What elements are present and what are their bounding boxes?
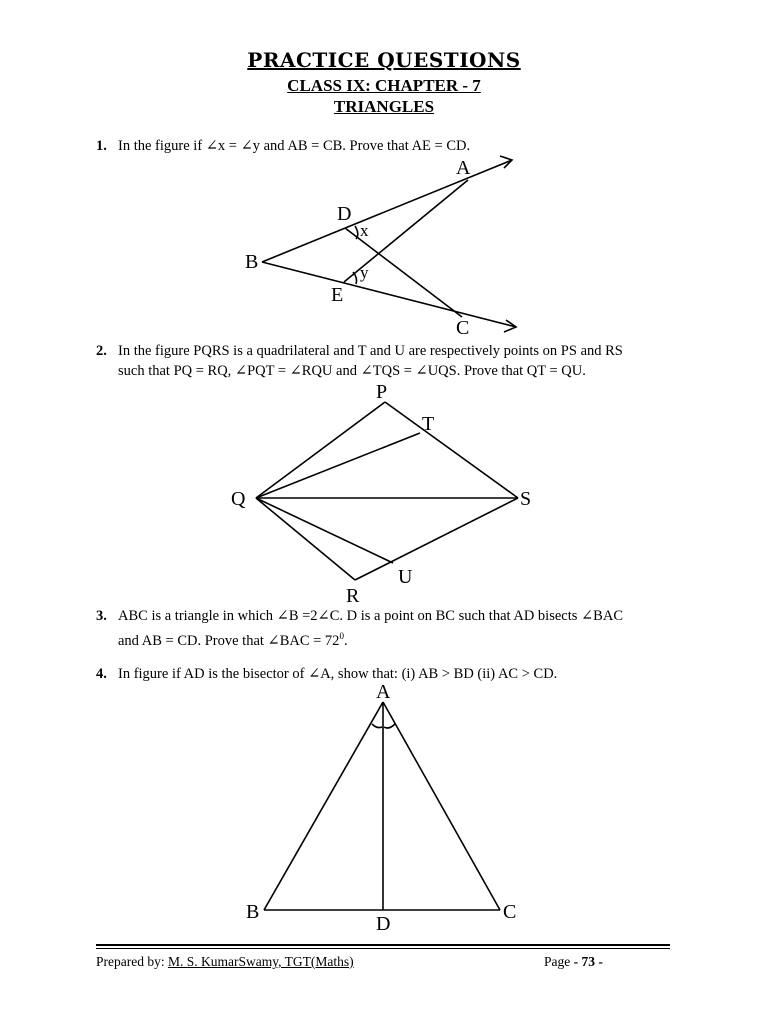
degree-superscript: 0	[339, 631, 344, 641]
label-x: x	[360, 221, 369, 240]
label-c: C	[503, 901, 517, 923]
label-u: U	[398, 566, 413, 588]
topic-heading: TRIANGLES	[333, 97, 435, 116]
angle-arc-right	[384, 724, 395, 728]
label-a: A	[376, 681, 391, 703]
label-c: C	[456, 317, 470, 339]
class-chapter-heading: CLASS IX: CHAPTER - 7	[287, 76, 481, 95]
question-text-line-1: ABC is a triangle in which ∠B =2∠C. D is a point on BC such that AD bisects ∠BAC	[118, 608, 623, 624]
question-number: 4.	[96, 666, 107, 682]
question-text-line-1: In the figure PQRS is a quadrilateral and T and U are respectively points on PS and RS	[118, 343, 623, 359]
label-p: P	[376, 381, 388, 403]
label-y: y	[360, 263, 369, 282]
label-r: R	[346, 585, 360, 607]
footer-page-number	[544, 954, 603, 970]
label-q: Q	[231, 488, 246, 510]
prepared-label: Prepared by:	[96, 954, 165, 969]
label-b: B	[246, 901, 260, 923]
label-s: S	[520, 488, 532, 510]
footer-rule-thin	[96, 948, 670, 949]
segment-ab	[264, 702, 383, 910]
page-number: - 73 -	[573, 954, 603, 969]
author-name: M. S. KumarSwamy, TGT(Maths)	[167, 954, 354, 969]
question-text-line-2: and AB = CD. Prove that ∠BAC = $72^0$.	[118, 631, 348, 649]
label-e: E	[331, 284, 344, 306]
label-d: D	[376, 913, 391, 935]
angle-arc-left	[372, 724, 382, 728]
label-d: D	[337, 203, 352, 225]
label-a: A	[456, 157, 471, 179]
question-number: 2.	[96, 343, 107, 359]
question-number: 1.	[96, 138, 107, 154]
question-text-line-2: such that PQ = RQ, ∠PQT = ∠RQU and ∠TQS = ∠UQS. Prove that QT = QU.	[118, 363, 586, 379]
question-number: 3.	[96, 608, 107, 624]
footer-rule-thick	[96, 944, 670, 946]
question-text: In figure if AD is the bisector of ∠A, show that: (i) AB > BD (ii) AC > CD.	[118, 666, 558, 682]
question-text: In the figure if ∠x = ∠y and AB = CB. Prove that AE = CD.	[118, 138, 471, 154]
page-label: Page	[544, 954, 571, 969]
label-t: T	[422, 413, 435, 435]
segment-ac	[383, 702, 500, 910]
page-title: PRACTICE QUESTIONS	[247, 48, 521, 72]
label-b: B	[245, 251, 259, 273]
footer-prepared-by	[96, 954, 354, 970]
